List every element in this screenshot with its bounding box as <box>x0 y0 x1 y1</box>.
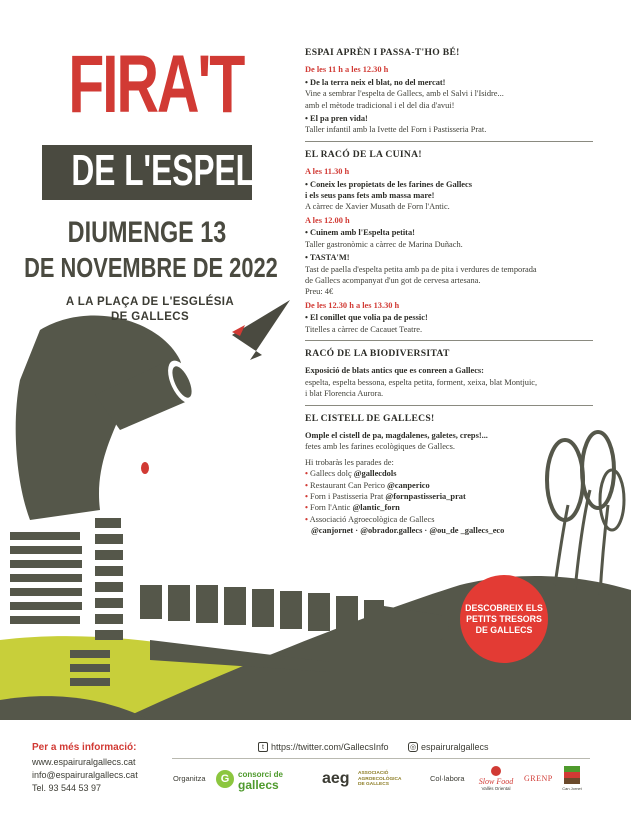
instagram-link[interactable] <box>408 742 489 752</box>
stall-name: Restaurant Can Perico <box>310 480 388 490</box>
stalls-intro: Hi trobaràs les parades de: <box>305 457 394 467</box>
activity-desc: A càrrec de Xavier Musath de Forn l'Antic. <box>305 202 450 212</box>
activity-desc: amb el mètode tradicional i el del dia d'avui! <box>305 100 455 110</box>
aeg-logo-text: ASSOCIACIÓ AGROECOLÒGICA DE GALLECS <box>358 771 402 787</box>
twitter-icon: t <box>258 742 268 752</box>
event-place <box>40 295 260 325</box>
activity-desc: Vine a sembrar l'espelta de Gallecs, amb el Salvi i l'Isidre... <box>305 89 504 99</box>
activity-desc: de Gallecs acompanyat d'un got de cervesa artesana. <box>305 275 481 285</box>
collabora-label: Col·labora <box>430 774 465 783</box>
activity-title: • El pa pren vida! <box>305 114 368 124</box>
stall-handle[interactable]: @fornpastisseria_prat <box>385 492 466 501</box>
activity-title: • Coneix les propietats de les farines de Gallecs <box>305 179 473 189</box>
slowfood-snail-icon <box>491 766 501 776</box>
section-title-espai: ESPAI APRÈN I PASSA-T'HO BÉ! <box>305 47 460 58</box>
stall-item: • Gallecs dolç @gallecdols <box>305 469 397 479</box>
activity-desc: Titelles a càrrec de Cacauet Teatre. <box>305 324 423 334</box>
slowfood-text: Slow Food <box>478 777 514 786</box>
twitter-url[interactable]: https://twitter.com/GallecsInfo <box>271 742 389 752</box>
activity-desc: fetes amb les farines ecològiques de Gallecs. <box>305 442 455 452</box>
website-link[interactable]: www.espairuralgallecs.cat <box>32 757 136 767</box>
poster-title: FIRA'T <box>68 39 244 130</box>
stall-handle[interactable]: @lantic_forn <box>352 503 400 513</box>
activity-desc: Taller infantil amb la Ivette del Forn i Pastisseria Prat. <box>305 125 487 135</box>
stall-item: • Forn l'Antic @lantic_forn <box>305 503 400 513</box>
canjornet-text: Can Jornet <box>562 786 582 791</box>
slowfood-subtext: Vallès Oriental <box>481 786 511 791</box>
twitter-link[interactable] <box>258 742 389 752</box>
stall-name: Forn i Pastisseria Prat <box>310 492 386 501</box>
stall-item: • Associació Agroecològica de Gallecs <box>305 514 435 524</box>
stall-item: • Forn i Pastisseria Prat @fornpastisseria_prat <box>305 492 466 501</box>
consorci-logo-icon: G <box>216 770 234 788</box>
time-label: De les 12.30 h a les 13.30 h <box>305 300 400 310</box>
program <box>305 47 610 537</box>
divider <box>305 141 593 142</box>
promo-circle <box>460 575 548 663</box>
date-month-year: DE NOVEMBRE DE 2022 <box>24 252 278 283</box>
activity-desc: Taller gastronòmic a càrrec de Marina Duñach. <box>305 239 463 249</box>
divider <box>305 405 593 406</box>
date-day: DIUMENGE 13 <box>67 216 227 249</box>
place-line-1: A LA PLAÇA DE L'ESGLÉSIA <box>65 296 235 308</box>
activity-desc: espelta, espelta bessona, espelta petita, forment, xeixa, blat Montjuic, <box>305 377 538 387</box>
activity-title: • Cuinem amb l'Espelta petita! <box>305 228 415 238</box>
stall-name: Associació Agroecològica de Gallecs <box>309 514 435 524</box>
organitza-label: Organitza <box>173 774 206 783</box>
stall-handle[interactable]: @gallecdols <box>353 469 397 479</box>
stall-handle[interactable]: @canperico <box>387 480 430 490</box>
footer-divider <box>172 758 590 759</box>
grenp-logo: GRENP <box>524 774 553 783</box>
price: Preu: 4€ <box>305 287 334 297</box>
activity-title: • De la terra neix el blat, no del mercat! <box>305 77 446 87</box>
activity-title: Omple el cistell de pa, magdalenes, galetes, creps!... <box>305 430 488 440</box>
stall-handles[interactable]: @canjornet · @obrador.gallecs · @ou_de _gallecs_eco <box>311 526 505 536</box>
more-info-title: Per a més informació: <box>32 742 137 753</box>
stall-item: • Restaurant Can Perico @canperico <box>305 480 430 490</box>
activity-title: • TASTA'M! <box>305 253 350 263</box>
activity-desc: i blat Florencia Aurora. <box>305 389 384 399</box>
instagram-handle[interactable]: espairuralgallecs <box>421 742 489 752</box>
place-line-2: DE GALLECS <box>110 311 190 323</box>
section-title-cistell: EL CISTELL DE GALLECS! <box>305 412 435 424</box>
divider <box>305 340 593 341</box>
activity-title: i els seus pans fets amb massa mare! <box>305 191 435 201</box>
circle-line-1: DESCOBREIX ELS <box>465 602 543 613</box>
phone-number: Tel. 93 544 53 97 <box>32 783 102 793</box>
consorci-logo <box>238 770 283 791</box>
activity-desc: Tast de paella d'espelta petita amb pa de pita i verdures de temporada <box>305 264 537 274</box>
gallecs-text: gallecs <box>238 778 279 792</box>
stall-name: Gallecs dolç <box>310 469 354 479</box>
poster-subtitle: DE L'ESPELTA <box>71 146 293 195</box>
instagram-icon: ◎ <box>409 744 417 751</box>
email-link[interactable]: info@espairuralgallecs.cat <box>32 770 138 780</box>
time-label: A les 12.00 h <box>305 215 350 225</box>
canjornet-band-brown <box>564 778 580 784</box>
canjornet-logo <box>564 766 580 784</box>
circle-line-2: PETITS TRESORS <box>466 613 542 624</box>
activity-title: Exposició de blats antics que es conreen a Gallecs: <box>305 366 484 376</box>
slowfood-logo <box>474 766 518 791</box>
stall-name: Forn l'Antic <box>310 503 353 513</box>
aeg-logo: aeg <box>322 770 350 787</box>
circle-line-3: DE GALLECS <box>475 624 533 635</box>
section-title-cuina: EL RACÓ DE LA CUINA! <box>305 148 422 160</box>
time-label: A les 11.30 h <box>305 167 350 177</box>
consorci-text: consorci de <box>238 770 283 779</box>
activity-title: • El conillet que volia pa de pessic! <box>305 313 428 323</box>
section-title-biodiversitat: RACÓ DE LA BIODIVERSITAT <box>305 347 450 359</box>
time-label: De les 11 h a les 12.30 h <box>305 65 389 75</box>
